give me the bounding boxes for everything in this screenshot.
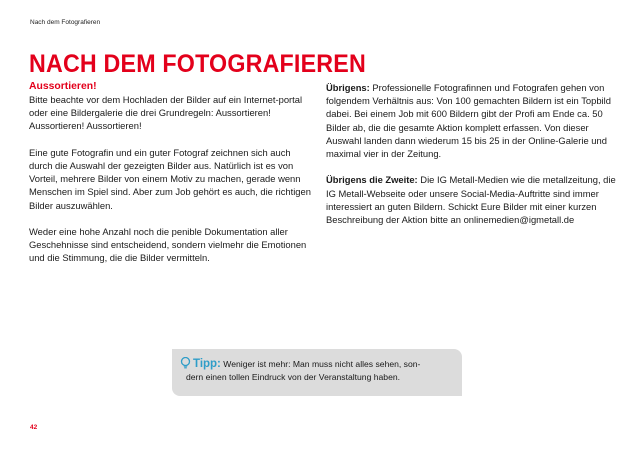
page-title: NACH DEM FOTOGRAFIEREN (29, 50, 366, 78)
paragraph-text: Die IG Metall-Medien wie die metallzeitung, die IG Metall-Webseite oder unsere Social-Media-Auftritte sind immer interessiert an guten Bildern. Schickt Eure Bilder mit einer kurzen Beschreibung der Aktion bitte an onlinemedien@igmetall.de (326, 174, 616, 226)
tip-text: Weniger ist mehr: Man muss nicht alles sehen, son- (220, 359, 421, 369)
lightbulb-icon (180, 357, 191, 369)
tip-line-1 (180, 357, 452, 371)
left-column (29, 81, 311, 278)
paragraph-text: Professionelle Fotografinnen und Fotografen gehen von folgendem Verhältnis aus: Von 100 gemachten Bildern ist ein Topbild dabei. Bei einem Job mit 600 Bildern gibt der Profi am Ende ca. 50 Bilder ab, die die gesamte Aktion komplett erfassen. Von dieser Auswahl landen dann wiederum 15 bis 25 in der Online-Galerie und maximal vier in der Zeitung. (326, 82, 611, 160)
body-paragraph: Eine gute Fotografin und ein guter Fotograf zeichnen sich auch durch die Auswahl der gezeigten Bilder aus. Natürlich ist es von Vorteil, mehrere Bilder von einem Motiv zu machen, gerade wenn Menschen im Spiel sind. Aber zum Job gehört es auch, die richtigen Bilder auszuwählen. (29, 146, 311, 211)
body-paragraph: Bitte beachte vor dem Hochladen der Bilder auf ein Internet-portal oder eine Bildergalerie die drei Grundregeln: Aussortieren! Aussortieren! Aussortieren! (29, 94, 303, 132)
info-paragraph (326, 173, 616, 226)
info-paragraph (326, 81, 616, 160)
paragraph-lead: Übrigens: (326, 82, 370, 93)
right-column (326, 81, 616, 239)
page-number: 42 (30, 424, 38, 431)
tip-box (172, 349, 462, 396)
body-paragraph: Weder eine hohe Anzahl noch die penible Dokumentation aller Geschehnisse sind entscheidend, sondern vielmehr die Emotionen und die Stimmung, die die Bilder vermitteln. (29, 226, 307, 264)
tip-label: Tipp: (193, 358, 221, 370)
section-subheading: Aussortieren! (29, 81, 97, 92)
running-head: Nach dem Fotografieren (30, 19, 101, 26)
tip-line-2: dern einen tollen Eindruck von der Veranstaltung haben. (186, 372, 401, 382)
paragraph-lead: Übrigens die Zweite: (326, 174, 418, 186)
